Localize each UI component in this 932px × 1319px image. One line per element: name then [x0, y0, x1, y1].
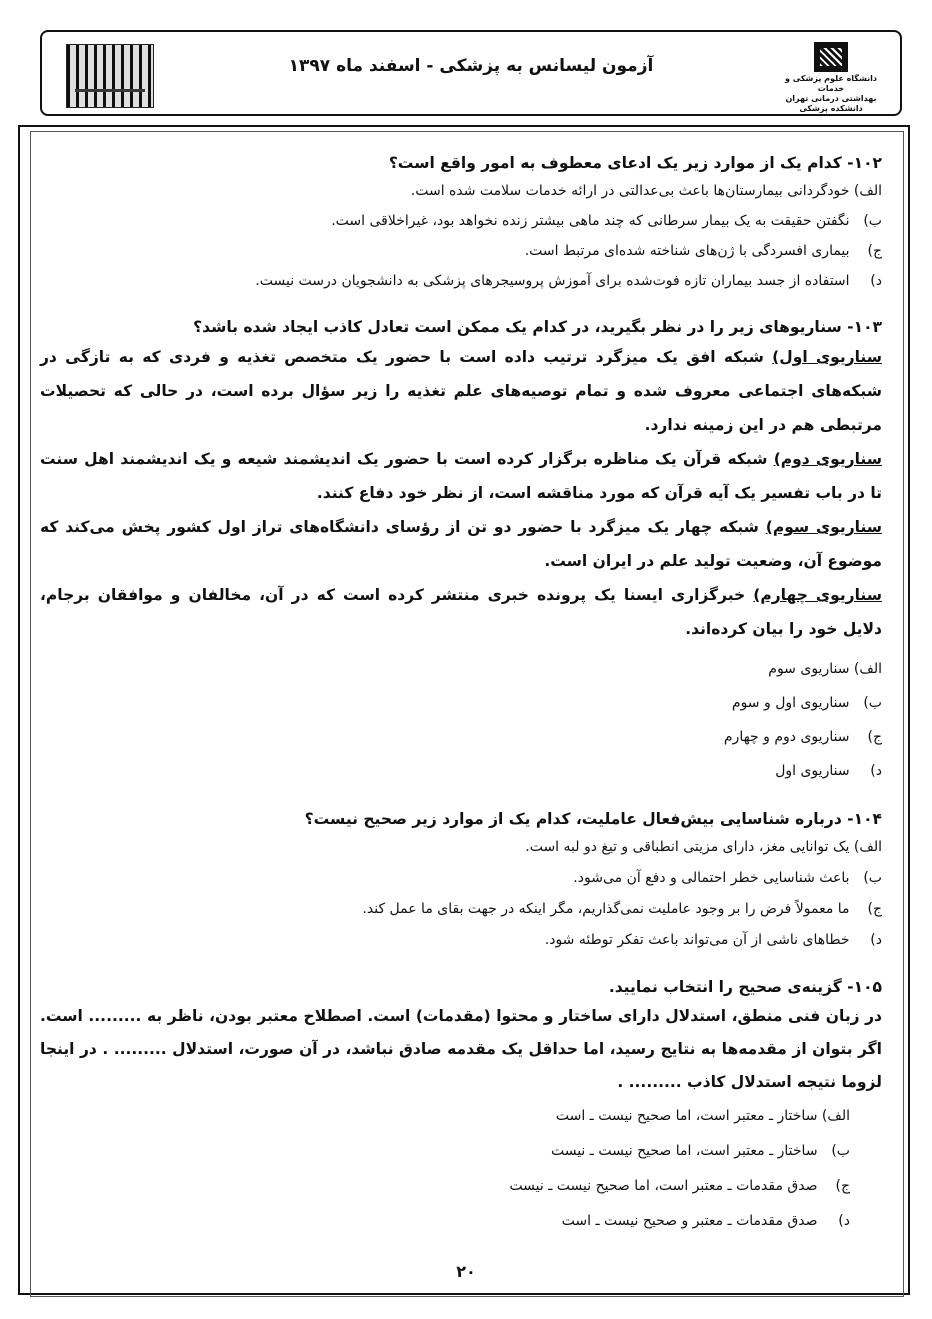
scenario-text: شبکه افق یک میزگرد ترتیب داده است با حضور یک متخصص تغذیه و فردی که به تازگی در شبکه‌های اجتماعی معروف شده و تمام توصیه‌های علم تغذیه را زیر سؤال برده است، در حالی که تحصیلات مرتبطی هم در این زمینه ندارد.	[40, 348, 882, 434]
question-103	[40, 314, 882, 788]
option-label: ج)	[867, 243, 882, 259]
page-number: ۲۰	[456, 1262, 476, 1281]
option-label: ب)	[863, 213, 882, 229]
question-102	[40, 150, 882, 296]
question-body: در زبان فنی منطق، استدلال دارای ساختار و محتوا (مقدمات) است. اصطلاح معتبر بودن، ناظر به ......... است. اگر بتوان از مقدمه‌ها به نتایج رسید، اما حداقل یک مقدمه صادق نباشد، در آن صورت، استدلال ......... . در اینجا لزوما نتیجه استدلال کاذب ......... .	[40, 1007, 882, 1091]
option-label: ج)	[835, 1178, 850, 1194]
logo-line-3: دانشکده پزشکی	[799, 104, 863, 113]
option-label: ج)	[867, 729, 882, 745]
option-d[interactable]	[40, 754, 882, 788]
option-label: د)	[870, 763, 882, 779]
university-logo	[776, 42, 886, 114]
option-d[interactable]	[40, 925, 882, 956]
page-header	[40, 30, 902, 116]
option-a[interactable]	[40, 1099, 882, 1134]
option-c[interactable]	[40, 236, 882, 266]
option-label: د)	[838, 1213, 850, 1229]
university-emblem-icon	[814, 42, 848, 72]
option-text: سناریوی سوم	[768, 661, 850, 677]
option-label: ج)	[867, 901, 882, 917]
scenario-name: سناریوی دوم)	[773, 450, 882, 468]
scenario-2	[40, 442, 882, 510]
scenario-name: سناریوی سوم)	[765, 518, 883, 536]
option-label: الف)	[853, 183, 882, 199]
option-text: سناریوی دوم و چهارم	[723, 729, 850, 745]
scenario-text: شبکه قرآن یک مناظره برگزار کرده است با حضور یک اندیشمند شیعه و یک اندیشمند اهل سنت تا در باب تفسیر یک آیه قرآن که مورد مناقشه است، از نظر خود دفاع کنند.	[40, 450, 882, 502]
exam-questions	[40, 150, 882, 1239]
option-label: ب)	[831, 1143, 850, 1159]
option-d[interactable]	[40, 266, 882, 296]
exam-title: آزمون لیسانس به پزشکی - اسفند ماه ۱۳۹۷	[288, 56, 654, 76]
scenario-text: شبکه چهار یک میزگرد با حضور دو تن از رؤسای دانشگاه‌های تراز اول کشور پخش می‌کند که موضوع آن، وضعیت تولید علم در ایران است.	[40, 518, 882, 570]
building-photo-logo	[66, 44, 154, 108]
spacer	[40, 296, 882, 314]
option-a[interactable]	[40, 176, 882, 206]
option-c[interactable]	[40, 894, 882, 925]
question-title: ۱۰۲- کدام یک از موارد زیر یک ادعای معطوف به امور واقع است؟	[388, 154, 882, 172]
logo-line-2: بهداشتی درمانی تهران	[785, 94, 877, 103]
option-text: سناریوی اول و سوم	[731, 695, 850, 711]
scenario-name: سناریوی چهارم)	[753, 586, 882, 604]
option-a[interactable]	[40, 832, 882, 863]
option-a[interactable]	[40, 652, 882, 686]
option-text: یک توانایی مغز، دارای مزیتی انطباقی و تیغ دو لبه است.	[525, 839, 850, 855]
option-b[interactable]	[40, 863, 882, 894]
option-text: بیماری افسردگی با ژن‌های شناخته شده‌ای مرتبط است.	[524, 243, 850, 259]
option-d[interactable]	[40, 1204, 882, 1239]
option-text: استفاده از جسد بیماران تازه فوت‌شده برای آموزش پروسیجرهای پزشکی به دانشجویان درست نیست.	[255, 273, 850, 289]
option-text: باعث شناسایی خطر احتمالی و دفع آن می‌شود.	[573, 870, 850, 886]
question-title: ۱۰۳- سناریوهای زیر را در نظر بگیرید، در کدام یک ممکن است تعادل کاذب ایجاد شده باشد؟	[193, 318, 882, 336]
option-c[interactable]	[40, 720, 882, 754]
scenario-text: خبرگزاری ایسنا یک پرونده خبری منتشر کرده است که در آن، مخالفان و موافقان برجام، دلایل خود را بیان کرده‌اند.	[40, 586, 882, 638]
option-text: خودگردانی بیمارستان‌ها باعث بی‌عدالتی در ارائه خدمات سلامت شده است.	[410, 183, 850, 199]
option-label: الف)	[853, 839, 882, 855]
option-text: خطاهای ناشی از آن می‌تواند باعث تفکر توطئه شود.	[544, 932, 850, 948]
option-label: الف)	[821, 1108, 850, 1124]
option-text: صدق مقدمات ـ معتبر است، اما صحیح نیست ـ نیست	[509, 1178, 818, 1194]
question-title: ۱۰۵- گزینه‌ی صحیح را انتخاب نمایید.	[608, 978, 882, 996]
question-105	[40, 974, 882, 1239]
question-104	[40, 806, 882, 956]
scenario-3	[40, 510, 882, 578]
option-text: ساختار ـ معتبر است، اما صحیح نیست ـ نیست	[550, 1143, 818, 1159]
option-text: صدق مقدمات ـ معتبر و صحیح نیست ـ است	[561, 1213, 818, 1229]
option-c[interactable]	[40, 1169, 882, 1204]
option-label: الف)	[853, 661, 882, 677]
option-text: ما معمولاً فرض را بر وجود عاملیت نمی‌گذاریم، مگر اینکه در جهت بقای ما عمل کند.	[362, 901, 850, 917]
option-label: ب)	[863, 870, 882, 886]
option-label: د)	[870, 932, 882, 948]
option-label: ب)	[863, 695, 882, 711]
option-text: سناریوی اول	[775, 763, 850, 779]
option-text: ساختار ـ معتبر است، اما صحیح نیست ـ است	[555, 1108, 818, 1124]
scenario-1	[40, 340, 882, 442]
question-title: ۱۰۴- درباره شناسایی بیش‌فعال عاملیت، کدام یک از موارد زیر صحیح نیست؟	[304, 810, 882, 828]
spacer	[40, 788, 882, 806]
option-b[interactable]	[40, 206, 882, 236]
spacer	[40, 956, 882, 974]
scenario-name: سناریوی اول)	[772, 348, 882, 366]
scenario-4	[40, 578, 882, 646]
option-text: نگفتن حقیقت به یک بیمار سرطانی که چند ماهی بیشتر زنده نخواهد بود، غیراخلاقی است.	[331, 213, 850, 229]
logo-line-1: دانشگاه علوم پزشکی و خدمات	[785, 74, 877, 93]
option-b[interactable]	[40, 686, 882, 720]
option-label: د)	[870, 273, 882, 289]
option-b[interactable]	[40, 1134, 882, 1169]
